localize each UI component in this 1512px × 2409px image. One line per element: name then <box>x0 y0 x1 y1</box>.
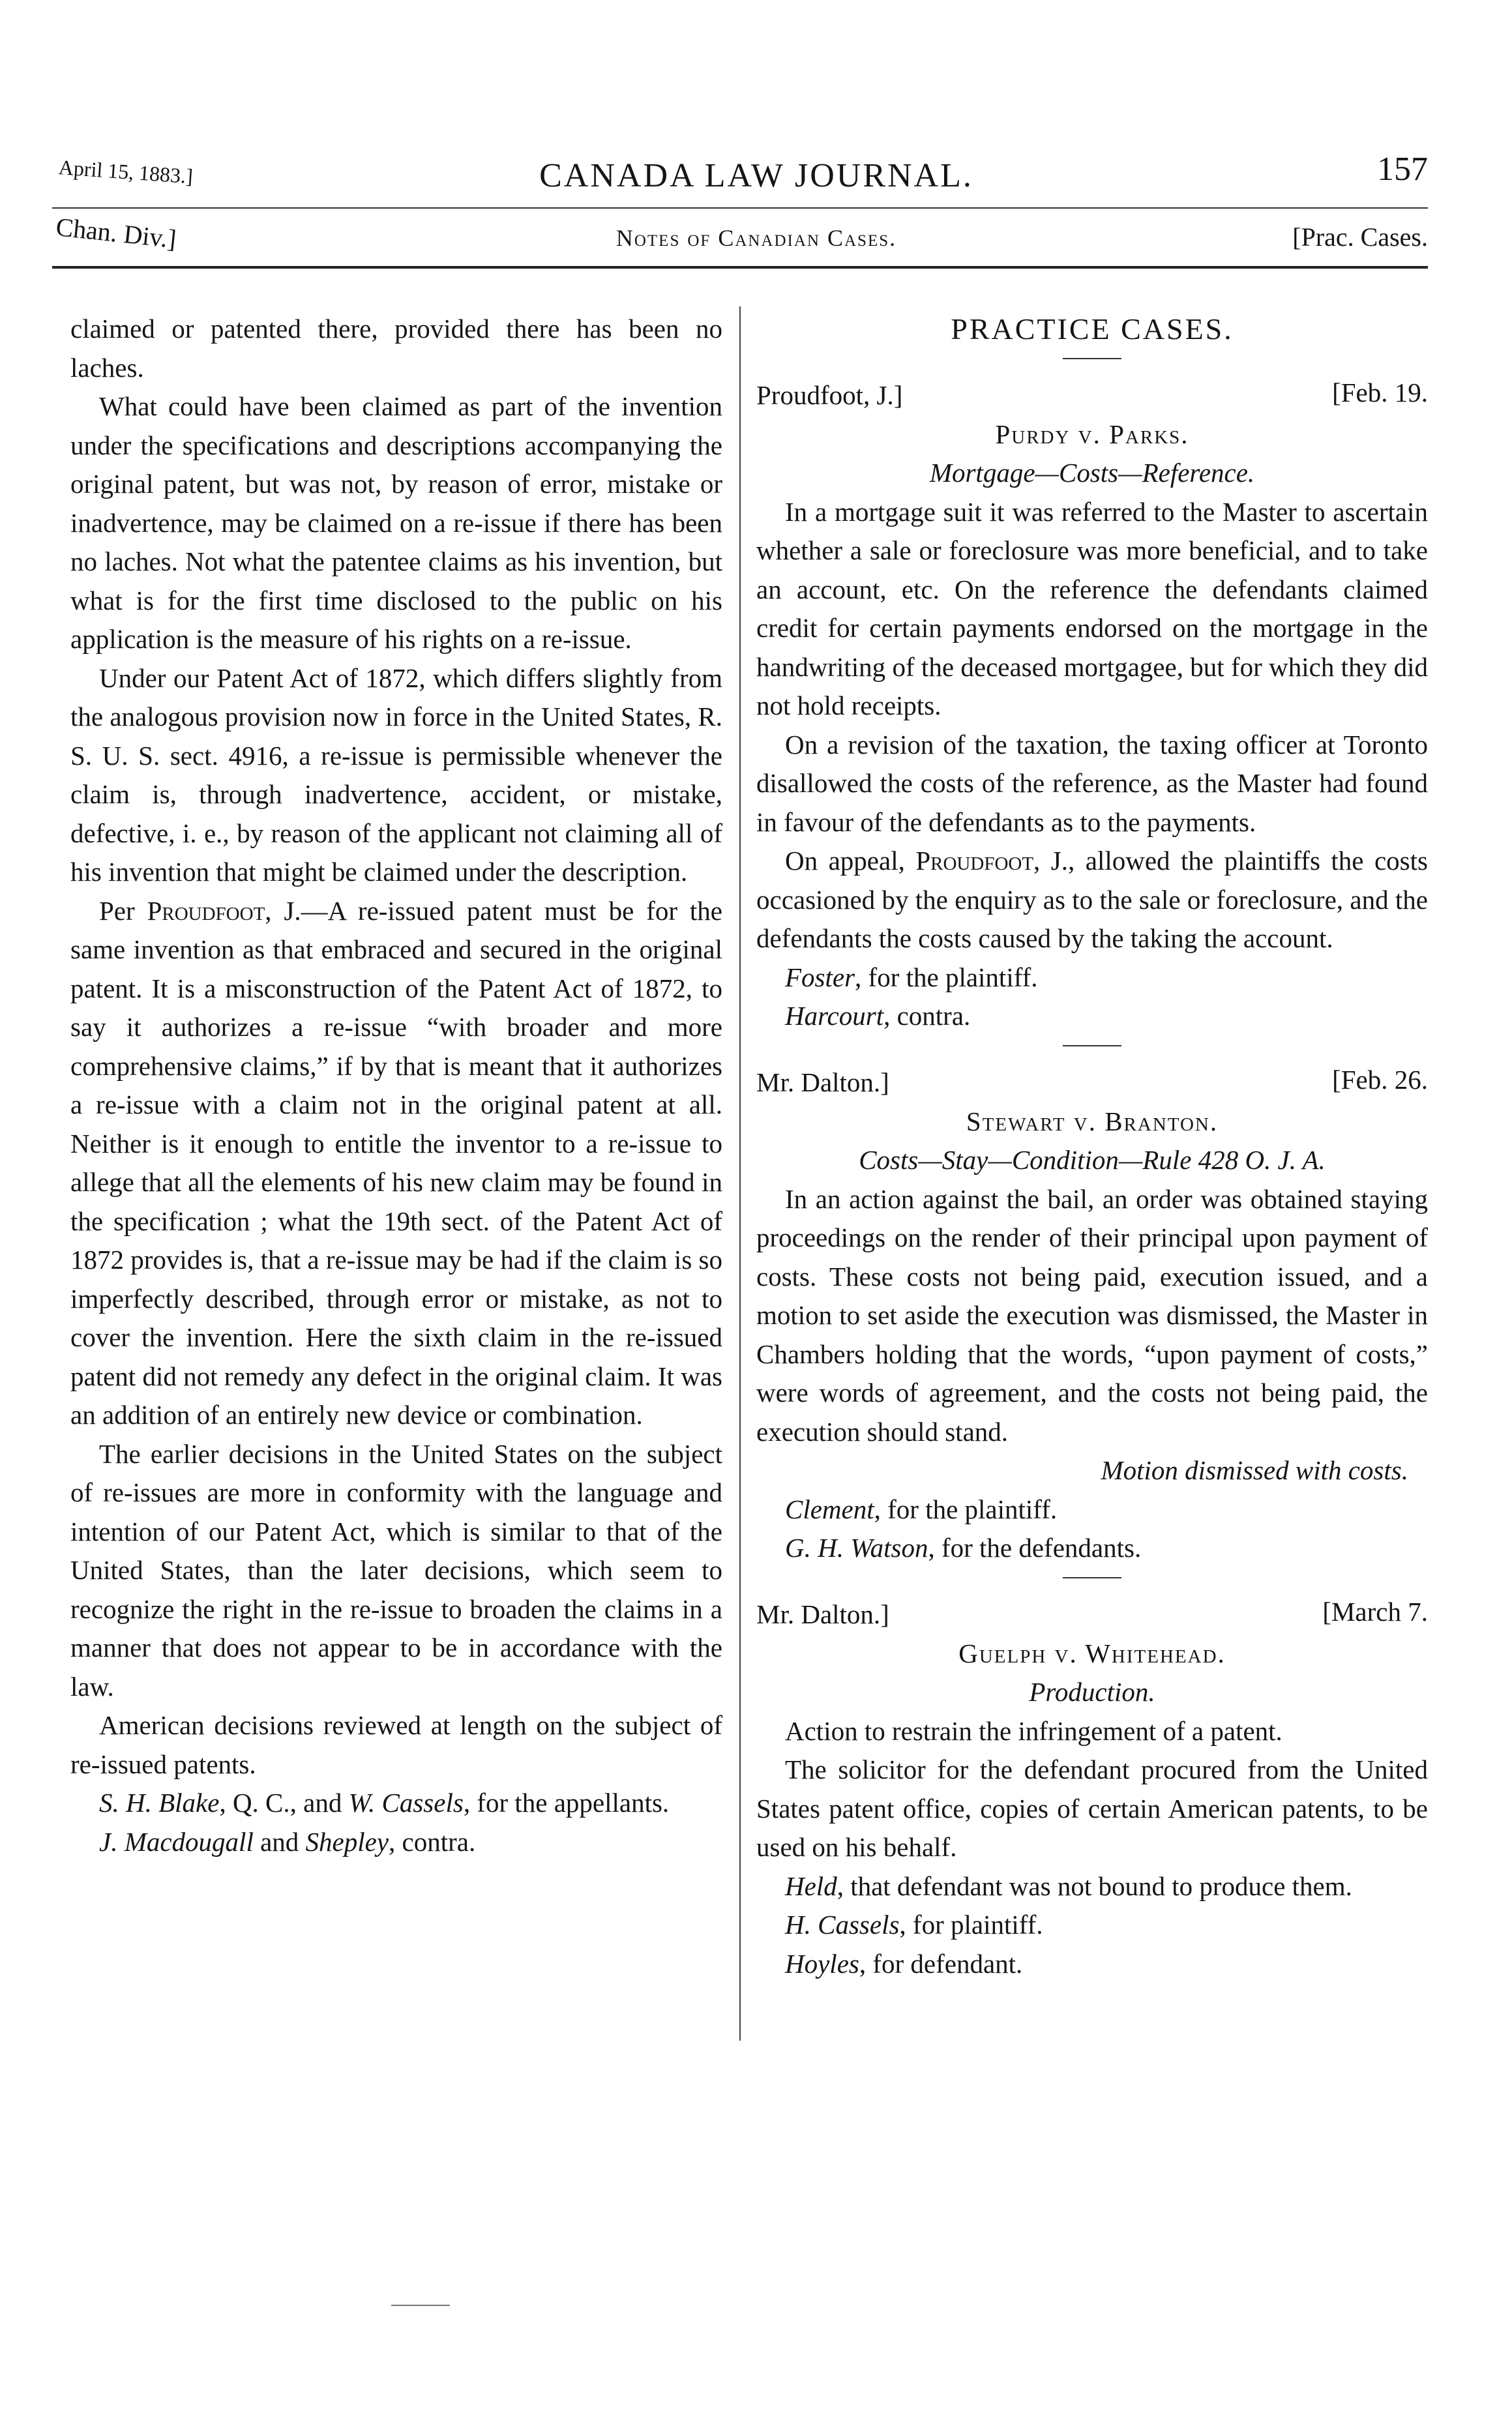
judge-name: Proudfoot, J. <box>915 846 1068 876</box>
counsel-line <box>70 1784 722 1823</box>
counsel-text: , contra. <box>883 1001 971 1031</box>
section-header <box>52 207 1428 259</box>
counsel-name: Clement <box>785 1494 874 1524</box>
section-label: Notes of Canadian Cases. <box>615 225 897 251</box>
counsel-name: Harcourt <box>785 1001 884 1031</box>
case-heading <box>756 1061 1428 1102</box>
counsel-text: , contra. <box>389 1826 476 1857</box>
header-rule-thick <box>52 266 1428 269</box>
case-judge: Proudfoot, J.] <box>756 379 903 410</box>
paragraph: The earlier decisions in the United States on the subject of re-issues are more in conformity with the language and intention of our Patent Act, which is similar to that of the United States, than the later decisions, which seem to recognize the right in the re-issue to broaden the claims in a manner that does not appear to be in accordance with the law. <box>70 1438 722 1702</box>
counsel-line <box>756 1945 1428 1984</box>
counsel-text: , for plaintiff. <box>899 1910 1043 1940</box>
counsel-name: H. Cassels <box>785 1910 900 1940</box>
case-topic: Costs—Stay—Condition—Rule 428 O. J. A. <box>859 1145 1326 1175</box>
division-label: Chan. Div.] <box>54 212 178 254</box>
judge-name: Proudfoot, J. <box>147 895 301 926</box>
case-name: Purdy v. Parks. <box>995 419 1189 449</box>
paragraph-text: , that defendant was not bound to produce them. <box>837 1870 1352 1901</box>
case-topic: Mortgage—Costs—Reference. <box>929 458 1255 488</box>
held-label: Held <box>785 1870 837 1901</box>
case-name: Guelph v. Whitehead. <box>958 1638 1226 1668</box>
counsel-line <box>70 1823 722 1862</box>
counsel-text: , for the appellants. <box>463 1788 670 1818</box>
header-rule-thin <box>52 207 1428 209</box>
counsel-name: Hoyles <box>785 1948 859 1979</box>
paragraph: In an action against the bail, an order was obtained staying proceedings on the render of their principal upon payment of costs. These costs not being paid, execution issued, and a motion to set aside the execution was dismissed, the Master in Chambers holding that the words, “upon payment of costs,” were words of agreement, and the costs not being paid, the execution should stand. <box>756 1183 1428 1447</box>
counsel-text: , for the plaintiff. <box>855 962 1038 992</box>
paragraph: claimed or patented there, provided there has been no laches. <box>70 314 722 383</box>
left-column <box>70 310 722 1861</box>
counsel-text: , for the defendants. <box>928 1533 1142 1563</box>
case-heading <box>756 374 1428 415</box>
counsel-line <box>756 1906 1428 1945</box>
page-number: 157 <box>1377 151 1428 188</box>
paragraph: On a revision of the taxation, the taxing officer at Toronto disallowed the costs of the reference, as the Master had found in favour of the defendants as to the payments. <box>756 729 1428 837</box>
counsel-line <box>756 1529 1428 1568</box>
counsel-name: Foster <box>785 962 855 992</box>
paragraph: What could have been claimed as part of the invention under the specifications and descriptions accompanying the original patent, but was not, by reason of error, mistake or inadvertence, may be claimed on a re-issue if there has been no laches. Not what the patentee claims as his invention, but what is for the first time disclosed to the public on his application is the measure of his rights on a re-issue. <box>70 391 722 654</box>
issue-date: April 15, 1883.] <box>57 155 194 188</box>
paragraph: American decisions reviewed at length on the subject of re-issued patents. <box>70 1710 722 1779</box>
case-date: [Feb. 26. <box>1332 1064 1428 1095</box>
paragraph <box>756 842 1428 958</box>
paragraph: Action to restrain the infringement of a patent. <box>785 1715 1282 1746</box>
counsel-text: , for the plaintiff. <box>874 1494 1058 1524</box>
paragraph: Under our Patent Act of 1872, which differs slightly from the analogous provision now in force in the United States, R. S. U. S. sect. 4916, a re-issue is permissible whenever the claim is, through inadvertence, accident, or mistake, defective, i. e., by reason of the applicant not claiming all of his invention that might be claimed under the description. <box>70 662 722 887</box>
paragraph <box>756 1867 1428 1906</box>
counsel-name: W. Cassels <box>348 1788 464 1818</box>
short-rule <box>1063 1045 1121 1046</box>
short-rule <box>1063 358 1121 359</box>
cases-label: [Prac. Cases. <box>1292 222 1428 252</box>
case-result: Motion dismissed with costs. <box>1101 1455 1408 1485</box>
paragraph: In a mortgage suit it was referred to the Master to ascertain whether a sale or foreclosure was more beneficial, and to take an account, etc. On the reference the defendants claimed credit for certain payments endorsed on the mortgage in the handwriting of the deceased mortgagee, but for which they did not hold receipts. <box>756 496 1428 720</box>
case-heading <box>756 1593 1428 1634</box>
paragraph: The solicitor for the defendant procured from the United States patent office, copies of certain American patents, to be used on his behalf. <box>756 1754 1428 1862</box>
case-date: [Feb. 19. <box>1332 377 1428 407</box>
counsel-name: S. H. Blake <box>99 1788 220 1818</box>
practice-cases-title: PRACTICE CASES. <box>951 312 1234 346</box>
paragraph-prefix: Per <box>99 895 147 926</box>
paragraph-text: —A re-issued patent must be for the same invention as that embraced and secured in the original patent. It is a misconstruction of the Patent Act of 1872, to say it authorizes a re-issue “with broader and more comprehensive claims,” if by that is meant that it authorizes a re-issue with a claim not in the original patent at all. Neither is it enough to entitle the inventor to a re-issue to allege that all the elements of his new claim may be found in the specification ; what the 19th sect. of the Patent Act of 1872 provides is, that a re-issue may be had if the claim is so imperfectly described, through error or mistake, as not to cover the invention. Here the sixth claim in the re-issued patent did not remedy any defect in the original claim. It was an addition of an entirely new device or combination. <box>70 895 722 1430</box>
counsel-text: , for defendant. <box>859 1948 1023 1979</box>
counsel-line <box>756 1490 1428 1530</box>
column-divider <box>739 306 741 2041</box>
counsel-text: , Q. C., and <box>219 1788 349 1818</box>
counsel-name: Shepley <box>305 1826 389 1857</box>
paragraph <box>70 892 722 1435</box>
running-head <box>59 150 1428 209</box>
counsel-name: G. H. Watson <box>785 1533 928 1563</box>
counsel-line <box>756 958 1428 998</box>
case-name: Stewart v. Branton. <box>966 1106 1219 1136</box>
counsel-name: J. Macdougall <box>99 1826 254 1857</box>
case-topic: Production. <box>1029 1677 1155 1707</box>
journal-title: CANADA LAW JOURNAL. <box>539 157 973 194</box>
right-column <box>756 310 1428 1983</box>
footer-rule <box>391 2305 450 2306</box>
counsel-text: and <box>253 1826 306 1857</box>
case-judge: Mr. Dalton.] <box>756 1067 889 1097</box>
case-judge: Mr. Dalton.] <box>756 1599 889 1629</box>
counsel-line <box>756 997 1428 1036</box>
paragraph-text: , allowed the plaintiffs the costs occasioned by the enquiry as to the sale or foreclosure, and the defendants the costs caused by the taking the account. <box>756 846 1428 953</box>
paragraph-prefix: On appeal, <box>785 846 916 876</box>
short-rule <box>1063 1577 1121 1578</box>
case-date: [March 7. <box>1322 1596 1428 1627</box>
